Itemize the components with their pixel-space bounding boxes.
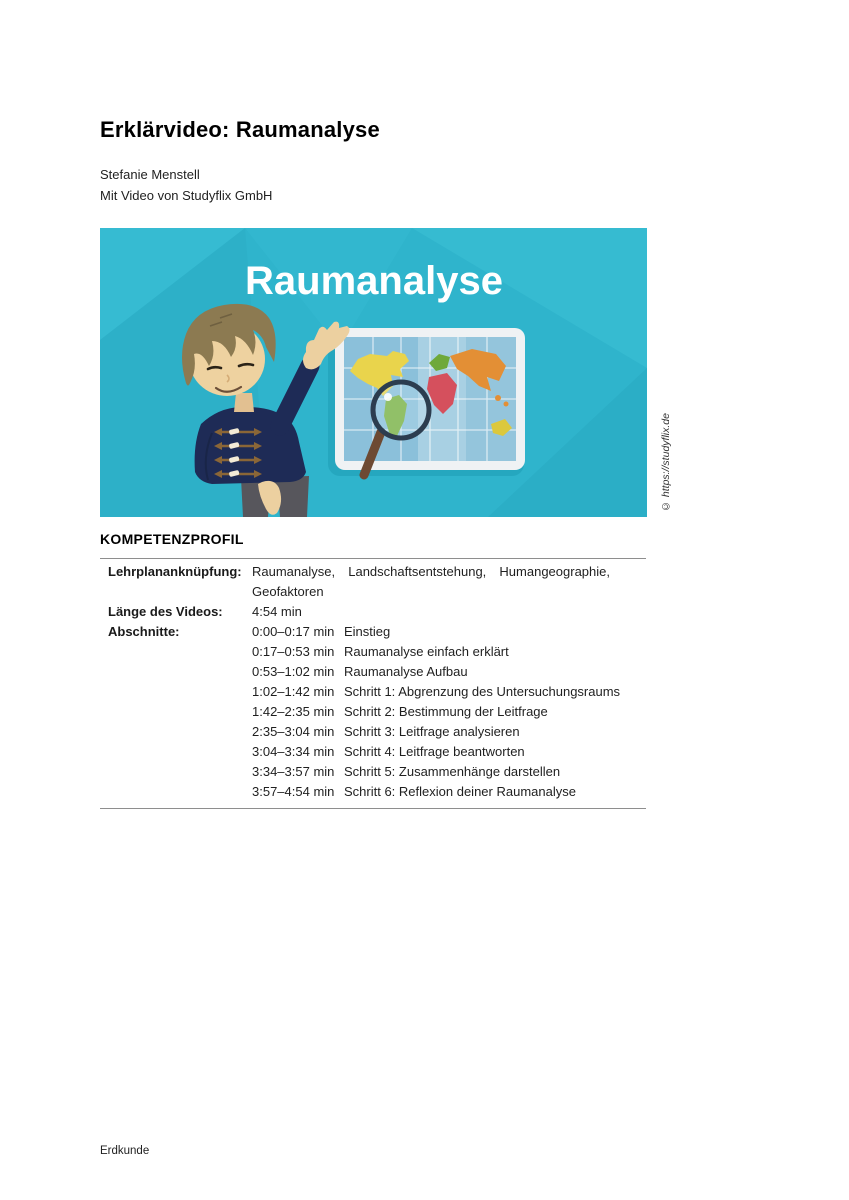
table-row-abschnitte bbox=[100, 622, 646, 802]
abschnitt-text: Schritt 6: Reflexion deiner Raumanalyse bbox=[344, 784, 576, 799]
abschnitt-row bbox=[252, 762, 646, 782]
row-label: Länge des Videos: bbox=[108, 604, 223, 619]
abschnitt-time: 0:53–1:02 min bbox=[252, 664, 335, 679]
abschnitt-row bbox=[252, 622, 646, 642]
abschnitt-row bbox=[252, 782, 646, 802]
abschnitt-text: Schritt 3: Leitfrage analysieren bbox=[344, 724, 520, 739]
page-title: Erklärvideo: Raumanalyse bbox=[100, 117, 380, 142]
abschnitt-time: 3:34–3:57 min bbox=[252, 764, 335, 779]
row-label: Abschnitte: bbox=[108, 624, 180, 639]
world-map-illustration bbox=[328, 328, 525, 476]
abschnitt-text: Raumanalyse einfach erklärt bbox=[344, 644, 509, 659]
abschnitt-time: 1:02–1:42 min bbox=[252, 684, 335, 699]
row-value: Raumanalyse, Landschaftsentstehung, Humangeographie, Geofaktoren bbox=[252, 564, 610, 599]
abschnitt-time: 0:17–0:53 min bbox=[252, 644, 335, 659]
table-row-lehrplan bbox=[100, 562, 646, 602]
abschnitt-text: Schritt 2: Bestimmung der Leitfrage bbox=[344, 704, 548, 719]
author-block bbox=[100, 164, 272, 206]
video-thumbnail bbox=[100, 228, 647, 517]
abschnitt-row bbox=[252, 742, 646, 762]
abschnitt-text: Raumanalyse Aufbau bbox=[344, 664, 468, 679]
abschnitt-time: 0:00–0:17 min bbox=[252, 624, 335, 639]
abschnitt-time: 1:42–2:35 min bbox=[252, 704, 335, 719]
abschnitt-text: Schritt 4: Leitfrage beantworten bbox=[344, 744, 525, 759]
abschnitt-text: Schritt 5: Zusammenhänge darstellen bbox=[344, 764, 561, 779]
row-label: Lehrplananknüpfung: bbox=[108, 564, 242, 579]
abschnitt-time: 3:04–3:34 min bbox=[252, 744, 335, 759]
abschnitt-time: 3:57–4:54 min bbox=[252, 784, 335, 799]
section-heading-kompetenzprofil: KOMPETENZPROFIL bbox=[100, 531, 244, 547]
video-credit: Mit Video von Studyflix GmbH bbox=[100, 188, 273, 203]
abschnitt-text: Schritt 1: Abgrenzung des Untersuchungsraums bbox=[344, 684, 621, 699]
abschnitt-time: 2:35–3:04 min bbox=[252, 724, 335, 739]
row-value: 4:54 min bbox=[252, 604, 302, 619]
abschnitt-row bbox=[252, 722, 646, 742]
abschnitt-row bbox=[252, 702, 646, 722]
kompetenzprofil-table bbox=[100, 558, 646, 809]
abschnitt-row bbox=[252, 682, 646, 702]
copyright-notice: © https://studyflix.de bbox=[660, 413, 672, 512]
footer-subject: Erdkunde bbox=[100, 1145, 150, 1157]
abschnitt-text: Einstieg bbox=[344, 624, 391, 639]
abschnitt-row bbox=[252, 662, 646, 682]
abschnitt-row bbox=[252, 642, 646, 662]
table-row-laenge bbox=[100, 602, 646, 622]
thumbnail-title: Raumanalyse bbox=[245, 259, 503, 303]
author-name: Stefanie Menstell bbox=[100, 167, 200, 182]
